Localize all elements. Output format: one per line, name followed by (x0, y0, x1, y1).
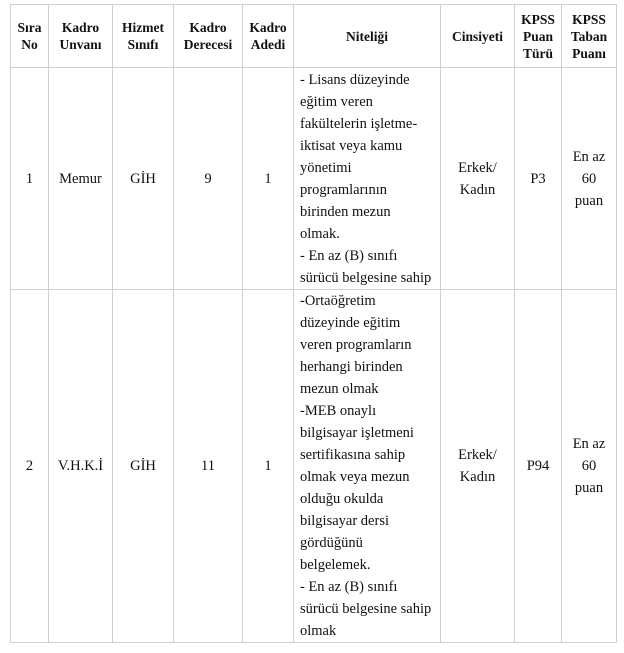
cell-kadro-derecesi: 11 (174, 290, 243, 643)
cell-hizmet-sinifi: GİH (113, 290, 174, 643)
header-row (11, 5, 617, 68)
cell-kadro-unvani: V.H.K.İ (49, 290, 113, 643)
header-kpss-puan-turu: KPSS Puan Türü (515, 5, 562, 68)
cell-kadro-unvani: Memur (49, 68, 113, 290)
header-kadro-adedi: Kadro Adedi (243, 5, 294, 68)
header-niteligi: Niteliği (294, 5, 441, 68)
cell-kpss-puan-turu: P94 (515, 290, 562, 643)
cell-sira-no: 1 (11, 68, 49, 290)
cell-kadro-adedi: 1 (243, 290, 294, 643)
header-hizmet-sinifi: Hizmet Sınıfı (113, 5, 174, 68)
kadro-table (10, 4, 617, 643)
header-kadro-unvani: Kadro Unvanı (49, 5, 113, 68)
cell-kadro-adedi: 1 (243, 68, 294, 290)
header-sira-no: Sıra No (11, 5, 49, 68)
table-row (11, 68, 617, 290)
cell-sira-no: 2 (11, 290, 49, 643)
header-cinsiyeti: Cinsiyeti (441, 5, 515, 68)
cell-kpss-taban-puani: En az 60 puan (562, 290, 617, 643)
header-kpss-taban-puani: KPSS Taban Puanı (562, 5, 617, 68)
cell-niteligi: - Lisans düzeyinde eğitim veren fakültelerin işletme- iktisat veya kamu yönetimi programlarının birinden mezun olmak. - En az (B) sınıfı sürücü belgesine sahip (294, 68, 441, 290)
cell-hizmet-sinifi: GİH (113, 68, 174, 290)
cell-niteligi: -Ortaöğretim düzeyinde eğitim veren programların herhangi birinden mezun olmak -MEB onaylı bilgisayar işletmeni sertifikasına sahip olmak veya mezun olduğu okulda bilgisayar dersi gördüğünü belgelemek. - En az (B) sınıfı sürücü belgesine sahip olmak (294, 290, 441, 643)
table-row (11, 290, 617, 643)
cell-kpss-taban-puani: En az 60 puan (562, 68, 617, 290)
header-kadro-derecesi: Kadro Derecesi (174, 5, 243, 68)
cell-cinsiyeti: Erkek/ Kadın (441, 290, 515, 643)
cell-cinsiyeti: Erkek/ Kadın (441, 68, 515, 290)
cell-kpss-puan-turu: P3 (515, 68, 562, 290)
cell-kadro-derecesi: 9 (174, 68, 243, 290)
